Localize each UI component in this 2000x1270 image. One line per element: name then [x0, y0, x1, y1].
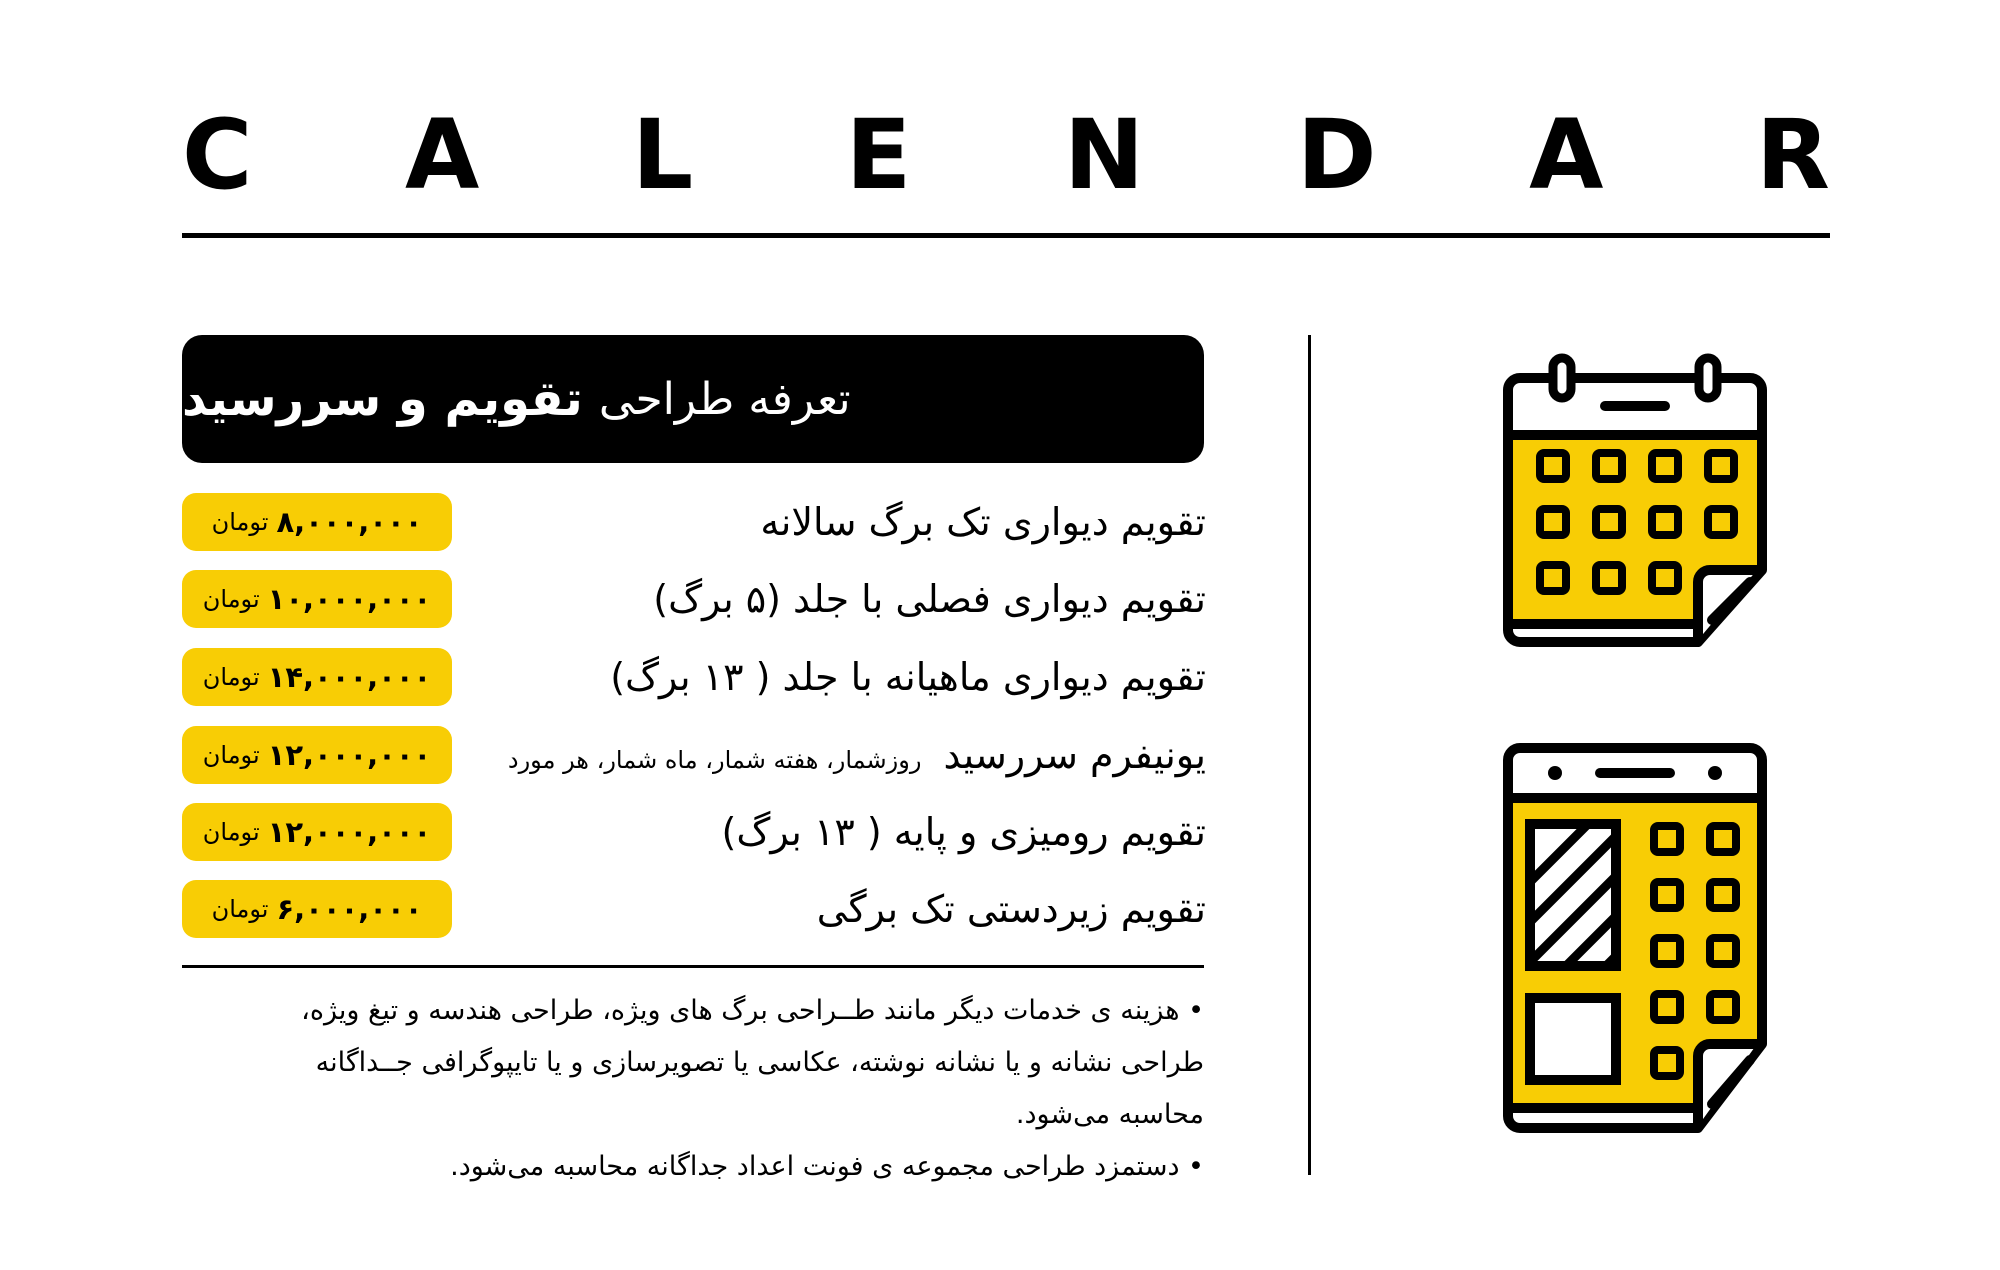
price-amount: ۸,۰۰۰,۰۰۰: [276, 505, 423, 539]
price-currency: تومان: [211, 895, 269, 923]
price-badge: [182, 726, 452, 784]
price-currency: تومان: [202, 818, 260, 846]
title-divider: [182, 233, 1830, 238]
title-letter: A: [1529, 99, 1604, 211]
desk-planner-icon: [1500, 742, 1770, 1142]
price-amount: ۶,۰۰۰,۰۰۰: [276, 892, 423, 926]
item-name: یونیفرم سررسید: [943, 733, 1206, 777]
price-amount: ۱۰,۰۰۰,۰۰۰: [267, 582, 432, 616]
title-letter: C: [182, 99, 253, 211]
item-name: تقویم زیردستی تک برگی: [816, 887, 1206, 931]
item-label: [446, 880, 1206, 938]
price-badge: [182, 880, 452, 938]
item-label: [446, 726, 1206, 784]
item-name: تقویم رومیزی و پایه ( ۱۳ برگ): [721, 810, 1206, 854]
pricing-header: [182, 335, 1204, 463]
note-line: محاسبه می‌شود.: [1015, 1099, 1204, 1130]
note-line: • هزینه ی خدمات دیگر مانند طــراحی برگ های ویژه، طراحی هندسه و تیغ ویژه،: [301, 995, 1204, 1026]
price-row: [182, 880, 1206, 938]
price-row: [182, 726, 1206, 784]
page-title: [182, 100, 1830, 210]
header-prefix: تعرفه طراحی: [598, 373, 851, 425]
price-row: [182, 803, 1206, 861]
item-label: [446, 570, 1206, 628]
wall-calendar-icon: [1500, 352, 1770, 662]
price-amount: ۱۲,۰۰۰,۰۰۰: [267, 738, 432, 772]
title-letter: R: [1755, 99, 1830, 211]
title-letter: N: [1063, 99, 1145, 211]
item-name: تقویم دیواری تک برگ سالانه: [760, 500, 1206, 544]
price-row: [182, 570, 1206, 628]
notes-divider: [182, 965, 1204, 968]
item-label: [446, 493, 1206, 551]
title-letter: A: [405, 99, 480, 211]
price-currency: تومان: [202, 585, 260, 613]
note-line: طراحی نشانه و یا نشانه نوشته، عکاسی یا تصویرسازی و یا تایپوگرافی جــداگانه: [315, 1047, 1204, 1078]
title-letter: E: [845, 99, 912, 211]
title-letter: D: [1296, 99, 1377, 211]
price-badge: [182, 493, 452, 551]
item-label: [446, 648, 1206, 706]
price-row: [182, 648, 1206, 706]
price-currency: تومان: [211, 508, 269, 536]
note-line: • دستمزد طراحی مجموعه ی فونت اعداد جداگانه محاسبه می‌شود.: [450, 1151, 1204, 1182]
title-letter: L: [631, 99, 694, 211]
price-currency: تومان: [202, 741, 260, 769]
price-amount: ۱۲,۰۰۰,۰۰۰: [267, 815, 432, 849]
header-emphasis: تقویم و سررسید: [182, 371, 583, 427]
item-label: [446, 803, 1206, 861]
price-badge: [182, 803, 452, 861]
price-amount: ۱۴,۰۰۰,۰۰۰: [267, 660, 432, 694]
price-row: [182, 493, 1206, 551]
item-name: تقویم دیواری فصلی با جلد (۵ برگ): [653, 577, 1206, 621]
item-sublabel: روزشمار، هفته شمار، ماه شمار، هر مورد: [507, 746, 922, 774]
price-badge: [182, 570, 452, 628]
price-currency: تومان: [202, 663, 260, 691]
vertical-divider: [1308, 335, 1311, 1175]
footnotes: [182, 985, 1204, 1193]
price-badge: [182, 648, 452, 706]
item-name: تقویم دیواری ماهیانه با جلد ( ۱۳ برگ): [610, 655, 1206, 699]
